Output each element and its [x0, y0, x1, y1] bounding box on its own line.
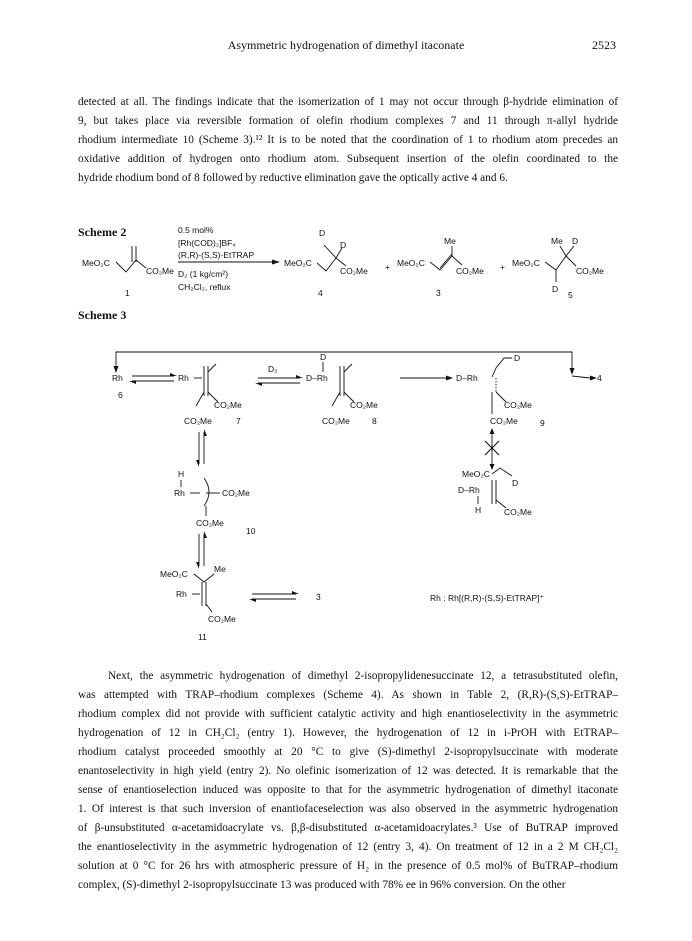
deuterium-label: D [320, 352, 327, 362]
ester-label: CO₂Me [196, 518, 224, 528]
rhodium-label: Rh [178, 373, 189, 383]
scheme3-label: Scheme 3 [78, 308, 127, 322]
compound-number-5: 5 [568, 290, 573, 300]
deuterium-label: D [340, 240, 347, 250]
text-line: was attempted with TRAP–rhodium complexes (Scheme 4). As shown in Table 2, (R,R)-(S,S)-EtTRAP– [78, 689, 618, 701]
ester-label: CO₂Me [208, 614, 236, 624]
compound-4 [284, 228, 368, 298]
deuterium-label: D [552, 284, 559, 294]
compound-5-right-ester: CO₂Me [576, 266, 604, 276]
paragraph-tetrasubstituted-olefin [78, 667, 618, 895]
compound-4-left-ester: MeO₂C [284, 258, 312, 268]
rhodium-deuteride-label: D–Rh [306, 373, 328, 383]
ester-label: CO₂Me [322, 416, 350, 426]
text-line: rhodium complex did not provide with sufficient catalytic activity and high enantioselectivity in the asymmetric [78, 708, 618, 720]
condition-line: CH₂Cl₂, reflux [178, 282, 231, 292]
ester-label: MeO₂C [160, 569, 188, 579]
compound-number-3: 3 [316, 592, 321, 602]
deuterium-gas-label: D₂ [268, 364, 278, 374]
methyl-label: Me [444, 236, 456, 246]
compound-number-1: 1 [125, 288, 130, 298]
compound-number-4: 4 [597, 373, 602, 383]
compound-4-right-ester: CO₂Me [340, 266, 368, 276]
plus-sign: + [385, 262, 390, 272]
rhodium-deuteride-label: D–Rh [458, 485, 480, 495]
deuterium-label: D [514, 353, 521, 363]
ester-label: CO₂Me [214, 400, 242, 410]
compound-5 [512, 236, 604, 300]
plus-sign: + [500, 262, 505, 272]
hydride-label: H [475, 505, 482, 515]
compound-number-8: 8 [372, 416, 377, 426]
compound-3-left-ester: MeO₂C [397, 258, 425, 268]
deuterium-label: D [572, 236, 579, 246]
compound-number-6: 6 [118, 390, 123, 400]
ester-label: CO₂Me [504, 400, 532, 410]
condition-line: D₂ (1 kg/cm²) [178, 269, 229, 279]
compound-number-9: 9 [540, 418, 545, 428]
ester-label: CO₂Me [490, 416, 518, 426]
text-line: enantoselectivity in high yield (entry 2). No olefinic isomerization of 12 was detected. It is remarkable that the [78, 765, 618, 777]
condition-line: 0.5 mol% [178, 225, 214, 235]
methyl-label: Me [214, 564, 226, 574]
scheme2-conditions [178, 225, 280, 292]
ester-label: CO₂Me [222, 488, 250, 498]
ester-label: CO₂Me [504, 507, 532, 517]
compound-number-3: 3 [436, 288, 441, 298]
deuterium-label: D [319, 228, 326, 238]
condition-line: [Rh(COD)₂]BF₄ [178, 238, 236, 248]
compound-3-right-ester: CO₂Me [456, 266, 484, 276]
ester-label: CO₂Me [350, 400, 378, 410]
compound-1-left-ester: MeO₂C [82, 258, 110, 268]
compound-number-10: 10 [246, 526, 256, 536]
compound-number-7: 7 [236, 416, 241, 426]
hydride-label: H [178, 469, 185, 479]
text-line: the enantioselectivity in the asymmetric hydrogenation of 12 (entry 3, 4). On treatment of 12 in a 2 M CH₂Cl₂ [78, 841, 618, 853]
compound-1 [82, 246, 174, 298]
compound-1-right-ester: CO₂Me [146, 266, 174, 276]
compound-5-left-ester: MeO₂C [512, 258, 540, 268]
text-line: hydride rhodium bond of 8 followed by reductive elimination gave the optically active 4 and 6. [78, 172, 508, 184]
rhodium-label: Rh [176, 589, 187, 599]
text-line: of β-unsubstituted α-acetamidoacrylate vs. β,β-disubstituted α-acetamidoacrylates.³ Use of BuTRAP improved [78, 822, 618, 834]
text-line: sense of enantioselection induced was opposite to that for the asymmetric hydrogenation of dimethyl itaconate [78, 784, 618, 796]
scheme2-label: Scheme 2 [78, 225, 127, 239]
text-line: hydrogenation of 12 in CH₂Cl₂ (entry 1). However, the hydrogenation of 12 in i-PrOH with EtTRAP– [78, 727, 618, 739]
text-line: 9, but takes place via reversible formation of olefin rhodium complexes 7 and 11 through π-allyl hydride [78, 115, 618, 127]
rhodium-label: Rh [174, 488, 185, 498]
page-number: 2523 [592, 38, 616, 52]
ester-label: MeO₂C [462, 469, 490, 479]
compound-3 [397, 236, 484, 298]
condition-line: (R,R)-(S,S)-EtTRAP [178, 250, 255, 260]
ester-label: CO₂Me [184, 416, 212, 426]
text-line: complex, (S)-dimethyl 2-isopropylsuccinate 13 was produced with 78% ee in 96% conversion. On the other [78, 879, 566, 891]
text-line: rhodium intermediate 10 (Scheme 3).¹² It is to be noted that the coordination of 1 to rhodium atom precedes an [78, 134, 618, 146]
compound-number-11: 11 [198, 632, 207, 642]
text-line: solution at 0 °C for 26 hrs with atmospheric pressure of H₂ in the presence of 0.5 mol% of BuTRAP–rhodium [78, 860, 618, 872]
scheme3-diagram [112, 352, 602, 642]
text-line: detected at all. The findings indicate that the isomerization of 1 may not occur through β-hydride elimination of [78, 96, 618, 108]
compound-number-4: 4 [318, 288, 323, 298]
text-line: rhodium catalyst proceeded smoothly at 20 °C to give (S)-dimethyl 2-isopropylsuccinate with moderate [78, 746, 618, 758]
text-line: Next, the asymmetric hydrogenation of dimethyl 2-isopropylidenesuccinate 12, a tetrasubstituted olefin, [108, 670, 618, 682]
text-line: oxidative addition of hydrogen onto rhodium atom. Subsequent insertion of the olefin coordinated to the [78, 153, 618, 165]
scheme2-diagram [82, 225, 604, 300]
rhodium-deuteride-label: D–Rh [456, 373, 478, 383]
running-title: Asymmetric hydrogenation of dimethyl itaconate [227, 38, 465, 52]
deuterium-label: D [512, 478, 519, 488]
catalyst-legend: Rh : Rh[(R,R)-(S,S)-EtTRAP]⁺ [430, 593, 545, 603]
methyl-label: Me [551, 236, 563, 246]
text-line: 1. Of interest is that such inversion of enantiofaceselection was also observed in the asymmetric hydrogenation [78, 803, 618, 815]
rhodium-label: Rh [112, 373, 123, 383]
